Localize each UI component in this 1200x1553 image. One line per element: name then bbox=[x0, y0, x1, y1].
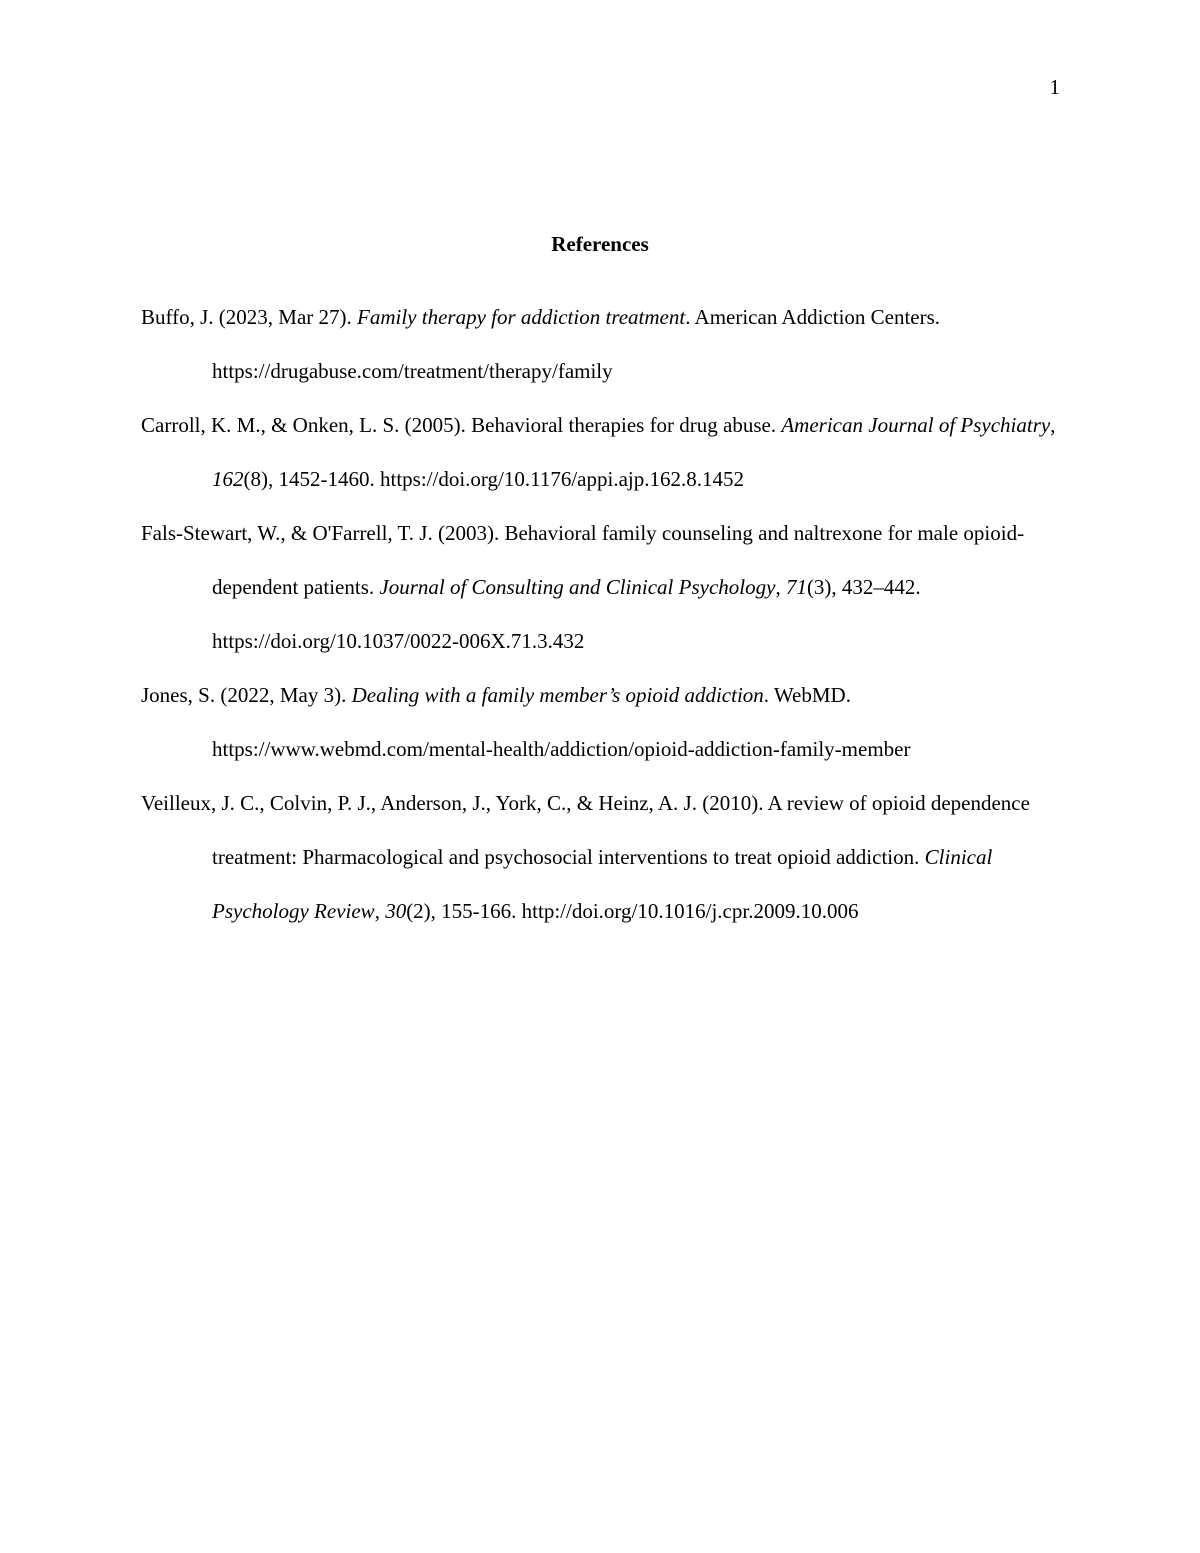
reference-issue-pages: (3), 432–442. bbox=[806, 575, 921, 599]
reference-separator: , bbox=[1050, 413, 1056, 437]
reference-author: Fals-Stewart, W., & O'Farrell, T. J. (2003). Behavioral family counseling and naltrexone for male opioid-dependent patients. bbox=[141, 521, 1025, 599]
reference-url: http://doi.org/10.1016/j.cpr.2009.10.006 bbox=[521, 899, 859, 923]
reference-item-fals-stewart bbox=[141, 506, 1066, 668]
reference-list bbox=[141, 290, 1066, 938]
reference-issue-pages: (8), 1452-1460. bbox=[243, 467, 380, 491]
reference-author: Jones, S. (2022, May 3). bbox=[141, 683, 352, 707]
page-number: 1 bbox=[1049, 75, 1060, 99]
reference-journal: American Journal of Psychiatry bbox=[781, 413, 1051, 437]
reference-work-title: Dealing with a family member’s opioid addiction bbox=[351, 683, 764, 707]
reference-author: Carroll, K. M., & Onken, L. S. (2005). Behavioral therapies for drug abuse. bbox=[141, 413, 782, 437]
page-title: References bbox=[551, 232, 649, 256]
reference-url: https://www.webmd.com/mental-health/addiction/opioid-addiction-family-member bbox=[212, 737, 911, 761]
reference-url: https://doi.org/10.1037/0022-006X.71.3.432 bbox=[212, 629, 585, 653]
reference-separator: , bbox=[374, 899, 386, 923]
reference-author: Veilleux, J. C., Colvin, P. J., Anderson, J., York, C., & Heinz, A. J. (2010). A review of opioid dependence treatment: Pharmacological and psychosocial interventions to treat opioid addiction. bbox=[141, 791, 1030, 869]
reference-volume: 71 bbox=[785, 575, 807, 599]
reference-work-title: Family therapy for addiction treatment bbox=[357, 305, 686, 329]
reference-publisher: . American Addiction Centers. bbox=[685, 305, 941, 329]
reference-item-jones bbox=[141, 668, 1066, 776]
reference-item-carroll bbox=[141, 398, 1066, 506]
reference-journal: Journal of Consulting and Clinical Psychology bbox=[379, 575, 776, 599]
reference-author: Buffo, J. (2023, Mar 27). bbox=[141, 305, 358, 329]
reference-issue-pages: (2), 155-166. bbox=[406, 899, 522, 923]
reference-publisher: . WebMD. bbox=[763, 683, 851, 707]
reference-journal: Clinical Psychology Review bbox=[212, 845, 993, 923]
reference-url: https://drugabuse.com/treatment/therapy/family bbox=[212, 359, 613, 383]
reference-item-buffo bbox=[141, 290, 1066, 398]
reference-separator: , bbox=[775, 575, 786, 599]
reference-volume: 30 bbox=[385, 899, 407, 923]
reference-volume: 162 bbox=[212, 467, 244, 491]
reference-url: https://doi.org/10.1176/appi.ajp.162.8.1452 bbox=[379, 467, 744, 491]
reference-item-veilleux bbox=[141, 776, 1066, 938]
